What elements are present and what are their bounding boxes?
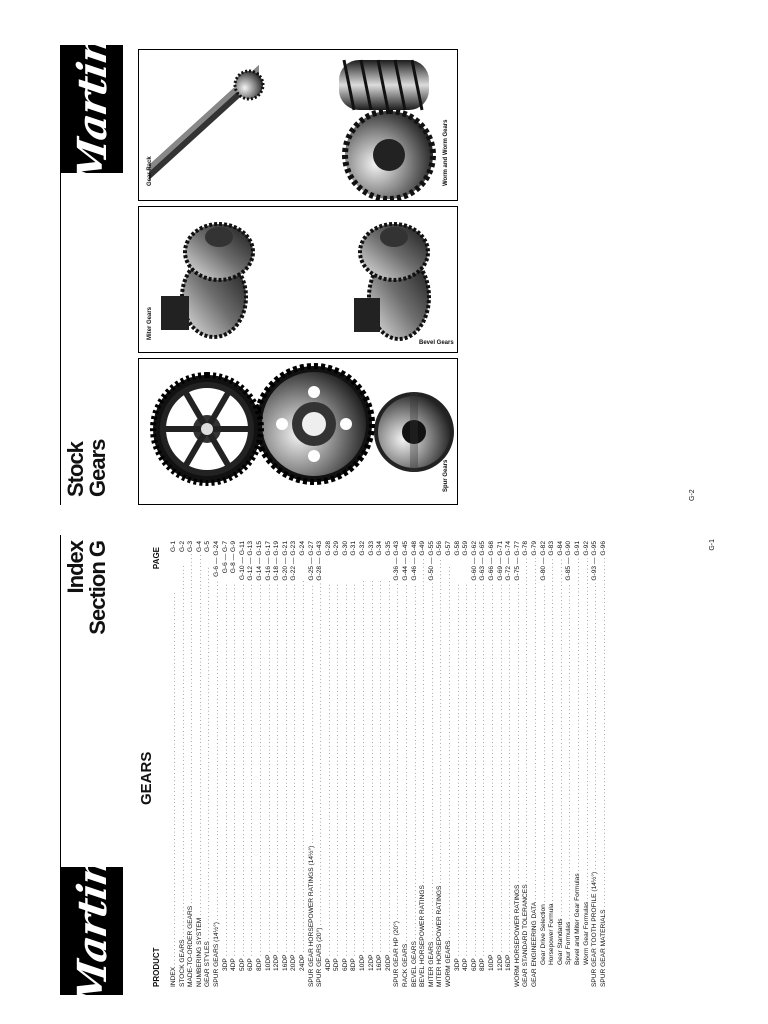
toc-leader-dots	[565, 583, 574, 920]
toc-entry-label: 4DP	[230, 958, 238, 971]
toc-entry	[393, 541, 402, 987]
toc-entry	[256, 541, 265, 987]
toc-entry	[522, 541, 531, 987]
toc-entry-label: 8DP	[350, 958, 358, 971]
toc-leader-dots	[471, 583, 480, 957]
toc-entry-label: 8DP	[479, 958, 487, 971]
toc-entry-page: G-79	[530, 541, 538, 556]
toc-entry-page: G-93 — G-95	[591, 541, 599, 581]
toc-entry-label: 6DP	[247, 958, 255, 971]
toc-entry-page: G-85 — G-90	[565, 541, 573, 581]
toc-entry	[187, 541, 196, 987]
toc-leader-dots	[273, 583, 282, 953]
gears-title-line2: Gears	[85, 439, 110, 497]
toc-leader-dots	[290, 583, 299, 953]
toc-entry-page: G-34	[376, 541, 384, 556]
martin-logo: Martin	[61, 45, 123, 173]
toc-entry-label: GEAR STANDARD TOLERANCES	[522, 884, 530, 987]
toc-entry-page: G-80 — G-82	[539, 541, 547, 581]
toc-entry-page: G-6 — G-7	[221, 541, 229, 574]
toc-entry-page: G-69 — G-71	[496, 541, 504, 581]
toc-leader-dots	[247, 583, 256, 957]
toc-leader-dots	[333, 558, 342, 957]
toc-entry-page: G-3	[187, 541, 195, 552]
toc-entry-label: 12DP	[367, 954, 375, 971]
toc-leader-dots	[479, 583, 488, 957]
toc-leader-dots	[385, 558, 394, 953]
spoked-gear-icon	[153, 375, 261, 483]
toc-entry	[325, 541, 334, 987]
toc-entry-label: 5DP	[333, 958, 341, 971]
toc-entry	[239, 541, 248, 987]
toc-entry-label: SPUR GEARS (20°)	[316, 927, 324, 987]
toc-entry	[514, 541, 523, 987]
toc-entry-label: 16DP	[505, 954, 513, 971]
toc-entry-label: SPUR GEARS (14½°)	[212, 922, 220, 987]
toc-entry-label: RACK GEARS	[402, 943, 410, 987]
toc-entry-label: WORM HORSEPOWER RATINGS	[513, 884, 521, 987]
worm-gears-caption: Worm and Worm Gears	[443, 119, 449, 186]
toc-leader-dots	[299, 558, 308, 953]
toc-entry	[497, 541, 506, 987]
toc-entry-label: MITER GEARS	[427, 941, 435, 987]
toc-leader-dots	[325, 558, 334, 957]
toc-leader-dots	[411, 583, 420, 939]
toc-entry-label: 12DP	[496, 954, 504, 971]
toc-entry-label: SPUR GEAR TOOTH PROFILE (14½°)	[591, 871, 599, 987]
toc-entry-page: G-12 — G-13	[247, 541, 255, 581]
toc-leader-dots	[368, 558, 377, 953]
miter-gear-icon	[161, 224, 253, 337]
toc-entry-page: G-60 — G-62	[470, 541, 478, 581]
toc-entry	[350, 541, 359, 987]
toc-entry-page: G-49	[419, 541, 427, 556]
bevel-gear-icon	[354, 224, 429, 339]
toc-entry-page: G-91	[573, 541, 581, 556]
toc-leader-dots	[213, 579, 222, 920]
page-number: G-1	[709, 539, 716, 551]
toc-entry-page: G-16 — G-17	[264, 541, 272, 581]
toc-entry-page: G-4	[195, 541, 203, 552]
toc-entry-label: 16DP	[376, 954, 384, 971]
toc-leader-dots	[256, 583, 265, 957]
toc-entry	[290, 541, 299, 987]
miter-gears-caption: Miter Gears	[147, 306, 153, 340]
toc-entry	[333, 541, 342, 987]
toc-entry-page: G-30	[341, 541, 349, 556]
toc-leader-dots	[376, 558, 385, 953]
index-header	[60, 535, 123, 1009]
toc-entry	[342, 541, 351, 987]
toc-leader-dots	[393, 583, 402, 920]
toc-leader-dots	[179, 554, 188, 937]
toc-entry	[213, 541, 222, 987]
toc-leader-dots	[505, 583, 514, 953]
spur-gear-icon	[256, 366, 372, 482]
section-heading: GEARS	[138, 751, 155, 805]
toc-entry-label: 10DP	[359, 954, 367, 971]
toc-leader-dots	[540, 583, 549, 903]
toc-entry-page: G-32	[359, 541, 367, 556]
toc-entry	[411, 541, 420, 987]
spur-gears-illustration	[139, 359, 457, 504]
toc-entry-page: G-57	[445, 541, 452, 556]
toc-entry-page: G-59	[462, 541, 470, 556]
toc-entry	[179, 541, 188, 987]
toc-entry-label: Gear Standards	[556, 918, 564, 965]
toc-entry-label: INDEX	[170, 966, 177, 987]
toc-leader-dots	[204, 554, 213, 939]
toc-entry	[204, 541, 213, 987]
toc-entry-page: G-36 — G-43	[393, 541, 401, 581]
toc-entry-page: G-84	[556, 541, 564, 556]
toc-entry	[565, 541, 574, 987]
toc-entry-page: G-20 — G-21	[281, 541, 289, 581]
toc-entry-page: G-6 — G-24	[212, 541, 220, 577]
toc-leader-dots	[574, 558, 583, 872]
toc-entry	[548, 541, 557, 987]
toc-entry-page: G-75 — G-77	[513, 541, 521, 581]
toc-entry	[170, 541, 179, 987]
toc-leader-dots	[282, 583, 291, 953]
toc-leader-dots	[419, 558, 428, 883]
toc-entry-label: SPUR GEAR MATERIALS	[599, 909, 607, 987]
toc-entry-label: 10DP	[487, 954, 495, 971]
toc-leader-dots	[187, 554, 196, 904]
toc-entry	[583, 541, 592, 987]
bevel-miter-gears-panel	[138, 206, 458, 353]
gear-rack-caption: Gear Rack	[147, 156, 153, 186]
martin-logo: Martin	[61, 867, 123, 995]
toc-entry-page: G-8 — G-9	[230, 541, 238, 574]
toc-entry	[316, 541, 325, 987]
toc-entry-label: 6DP	[341, 958, 349, 971]
toc-leader-dots	[531, 558, 540, 900]
toc-entry-page: G-31	[350, 541, 358, 556]
toc-entry-label: BEVEL GEARS	[410, 941, 418, 987]
toc-leader-dots	[514, 583, 523, 883]
toc-entry	[428, 541, 437, 987]
bevel-gears-caption: Bevel Gears	[419, 340, 454, 346]
toc-entry-label: NUMBERING SYSTEM	[195, 917, 203, 987]
toc-leader-dots	[462, 558, 471, 957]
page-number: G-2	[689, 489, 696, 501]
toc-entry	[488, 541, 497, 987]
toc-entry-page: G-78	[522, 541, 530, 556]
toc-entry-label: Horsepower Formula	[548, 903, 556, 965]
toc-entry-page: G-66 — G-68	[487, 541, 495, 581]
toc-entry-label: 5DP	[238, 958, 246, 971]
toc-leader-dots	[488, 583, 497, 953]
toc-entry-label: 3DP	[221, 958, 229, 971]
toc-entry-label: 6DP	[470, 958, 478, 971]
toc-entry	[600, 541, 609, 987]
toc-leader-dots	[436, 558, 445, 884]
toc-entry-page: G-58	[453, 541, 461, 556]
toc-entry-label: MITER HORSEPOWER RATINGS	[436, 885, 444, 987]
toc-leader-dots	[265, 583, 274, 953]
toc-entry	[402, 541, 411, 987]
toc-entry	[454, 541, 463, 987]
toc-entry-page: G-29	[333, 541, 341, 556]
toc-entry-label: 20DP	[384, 954, 392, 971]
toc-entry	[222, 541, 231, 987]
toc-entry-page: G-50 — G-55	[427, 541, 435, 581]
toc-entry-label: WORM GEARS	[445, 940, 452, 987]
toc-leader-dots	[428, 583, 437, 940]
toc-leader-dots	[316, 583, 325, 926]
toc-entry	[265, 541, 274, 987]
toc-entry-page: G-44 — G-45	[402, 541, 410, 581]
spur-gears-caption: Spur Gears	[443, 459, 449, 492]
toc-entry	[574, 541, 583, 987]
toc-entry-label: 20DP	[290, 954, 298, 971]
gears-title-line1: Stock	[63, 442, 88, 497]
toc-entry-label: GEAR ENGINEERING DATA	[530, 901, 538, 987]
toc-leader-dots	[591, 583, 600, 870]
index-title-line1: Index	[63, 541, 88, 594]
toc-leader-dots	[583, 558, 592, 900]
toc-entry-page: G-22 — G-23	[290, 541, 298, 581]
toc-entry-page: G-18 — G-19	[273, 541, 281, 581]
worm-rack-gears-panel	[138, 49, 458, 201]
stock-gears-page	[60, 31, 700, 505]
toc-entry	[247, 541, 256, 987]
toc-entry	[540, 541, 549, 987]
toc-entry-label: 4DP	[324, 958, 332, 971]
toc-entry-label: MADE-TO-ORDER GEARS	[187, 905, 195, 987]
toc-entry	[196, 541, 205, 987]
toc-entry-label: Worm Gear Formulas	[582, 901, 590, 965]
toc-leader-dots	[548, 558, 557, 902]
toc-entry-page: G-35	[384, 541, 392, 556]
toc-leader-dots	[350, 558, 359, 957]
toc-entry	[591, 541, 600, 987]
toc-entry	[308, 541, 317, 987]
toc-entry-page: G-14 — G-15	[255, 541, 263, 581]
toc-entry-page: G-33	[367, 541, 375, 556]
toc-entry-label: Spur Formulas	[565, 921, 573, 965]
toc-entry-page: G-2	[178, 541, 186, 552]
toc-entry-page: G-1	[170, 541, 177, 552]
toc-entry-label: 12DP	[273, 954, 281, 971]
toc-entry	[445, 541, 454, 987]
toc-entry	[531, 541, 540, 987]
toc-entry	[282, 541, 291, 987]
toc-entry-label: 3DP	[453, 958, 461, 971]
bevel-miter-illustration	[139, 207, 457, 352]
toc-entry-page: G-46 — G-48	[410, 541, 418, 581]
toc-entry-label: STOCK GEARS	[178, 939, 186, 987]
toc-entry-page: G-56	[436, 541, 444, 556]
toc-entry-page: G-92	[582, 541, 590, 556]
toc-entry	[299, 541, 308, 987]
toc-entry-label: BEVEL HORSEPOWER RATINGS	[419, 885, 427, 987]
toc-entry	[368, 541, 377, 987]
gear-rack-icon	[149, 65, 263, 180]
toc-entry	[376, 541, 385, 987]
toc-leader-dots	[522, 558, 531, 883]
toc-entry-label: GEAR STYLES	[204, 941, 212, 987]
toc-entry-page: G-63 — G-65	[479, 541, 487, 581]
toc-leader-dots	[230, 575, 239, 956]
spur-gears-panel	[138, 358, 458, 505]
toc-leader-dots	[342, 558, 351, 957]
toc-entry	[557, 541, 566, 987]
index-page	[60, 535, 720, 1009]
toc-entry	[436, 541, 445, 987]
toc-leader-dots	[239, 582, 248, 956]
column-header-product: PRODUCT	[152, 947, 161, 987]
toc-entry	[471, 541, 480, 987]
toc-entry	[230, 541, 239, 987]
toc-leader-dots	[308, 583, 317, 844]
toc-entry	[479, 541, 488, 987]
index-title	[65, 541, 109, 635]
toc-entry-label: 4DP	[462, 958, 470, 971]
toc-entry-page: G-72 — G-74	[505, 541, 513, 581]
toc-entry-page: G-10 — G-11	[238, 541, 246, 581]
toc-entry-label: 16DP	[281, 954, 289, 971]
toc-leader-dots	[196, 554, 205, 916]
index-title-line2: Section G	[85, 541, 110, 635]
toc-entry-page: G-24	[298, 541, 306, 556]
toc-leader-dots	[445, 558, 454, 939]
toc-entry-page: G-83	[548, 541, 556, 556]
gears-header	[60, 31, 123, 505]
toc-entry-label: Gear Drive Selection	[539, 904, 547, 965]
toc-entry-page: G-28	[324, 541, 332, 556]
toc-entry-page: G-28 — G-43	[316, 541, 324, 581]
toc-entry	[273, 541, 282, 987]
toc-leader-dots	[454, 558, 463, 957]
toc-leader-dots	[600, 558, 609, 908]
pinion-gear-icon	[374, 392, 454, 472]
toc-entry	[419, 541, 428, 987]
toc-entry-page: G-5	[204, 541, 212, 552]
toc-entry-page: G-25 — G-27	[307, 541, 315, 581]
worm-gear-icon	[339, 60, 433, 199]
toc-entry	[462, 541, 471, 987]
toc-entry-label: SPUR GEAR HORSEPOWER RATINGS (14½°)	[307, 845, 315, 987]
toc-leader-dots	[557, 558, 566, 917]
column-header-page: PAGE	[152, 547, 161, 570]
toc-entry-page: G-96	[599, 541, 607, 556]
toc-entry	[505, 541, 514, 987]
toc-leader-dots	[497, 583, 506, 953]
toc-entry	[359, 541, 368, 987]
toc-entry-label: SPUR GEAR HP (20°)	[393, 921, 401, 987]
toc-leader-dots	[222, 575, 231, 956]
toc-entry-label: Bevel and Miter Gear Formulas	[573, 873, 581, 965]
gears-title	[65, 440, 109, 497]
toc-leader-dots	[170, 554, 179, 965]
toc-entry-label: 8DP	[255, 958, 263, 971]
table-of-contents	[170, 541, 608, 987]
toc-entry-label: 24DP	[298, 954, 306, 971]
toc-leader-dots	[402, 583, 411, 942]
toc-leader-dots	[359, 558, 368, 953]
worm-rack-illustration	[139, 50, 457, 200]
toc-entry-label: 10DP	[264, 954, 272, 971]
